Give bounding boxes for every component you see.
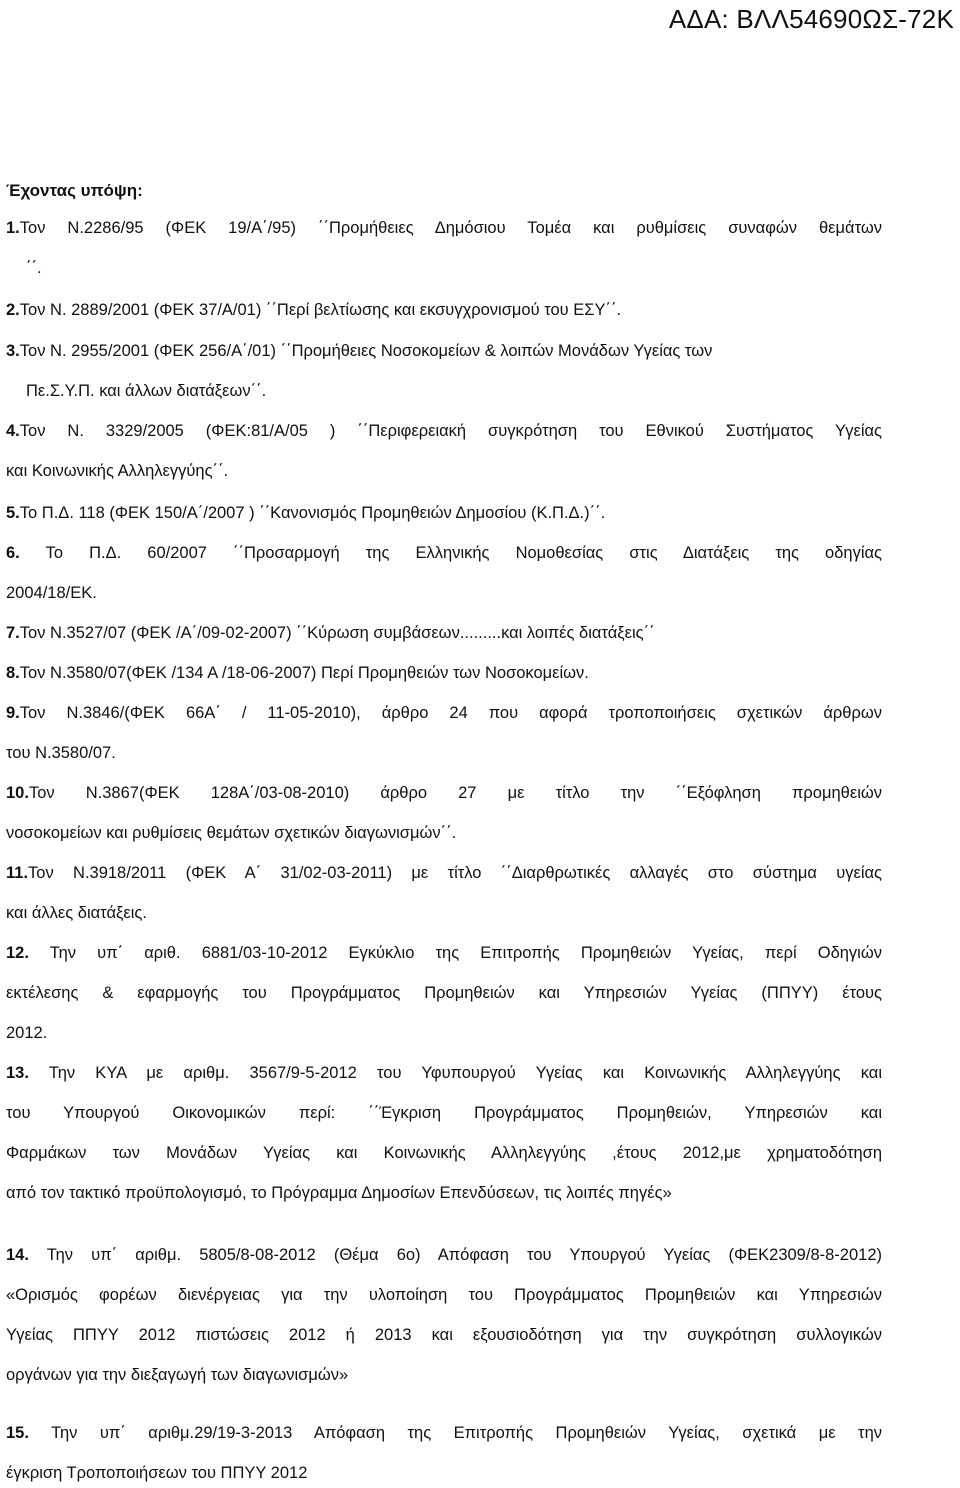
item-number: 11. [6, 864, 29, 882]
item-number: 3. [6, 342, 20, 360]
list-item-continuation [26, 260, 42, 277]
item-text: Το Π.Δ. 118 (ΦΕΚ 150/Α΄/2007 ) ΄΄Κανονισμός Προμηθειών Δημοσίου (Κ.Π.Δ.)΄΄. [19, 504, 606, 522]
list-item [6, 625, 655, 642]
section-heading: Έχοντας υπόψη: [6, 181, 143, 200]
item-number: 4. [6, 422, 20, 440]
list-item [6, 865, 882, 882]
item-text: ΄΄. [26, 259, 42, 277]
item-text: Το Π.Δ. 60/2007 ΄΄Προσαρμογή της Ελληνικής Νομοθεσίας στις Διατάξεις της οδηγίας [19, 544, 882, 562]
item-number: 1. [6, 219, 20, 237]
item-number: 10. [6, 784, 29, 802]
item-text: Τον Ν.3918/2011 (ΦΕΚ Α΄ 31/02-03-2011) με τίτλο ΄΄Διαρθρωτικές αλλαγές στο σύστημα υγείας [28, 864, 882, 882]
item-text: Τον Ν. 3329/2005 (ΦΕΚ:81/Α/05 ) ΄΄Περιφερειακή συγκρότηση του Εθνικού Συστήματος Υγείας [19, 422, 882, 440]
list-item-continuation [6, 463, 228, 480]
item-text: έγκριση Τροποποιήσεων του ΠΠΥΥ 2012 [6, 1464, 308, 1482]
list-item [6, 1065, 882, 1082]
item-text: του Υπουργού Οικονομικών περί: ΄΄Έγκριση Προγράμματος Προμηθειών, Υπηρεσιών και [6, 1104, 882, 1122]
list-item [6, 705, 882, 722]
item-text: Τον Ν.3527/07 (ΦΕΚ /Α΄/09-02-2007) ΄΄Κύρωση συμβάσεων.........και λοιπές διατάξεις΄΄ [19, 624, 655, 642]
list-item-continuation [6, 1185, 672, 1202]
list-item-continuation [6, 1465, 307, 1482]
item-text: Τον Ν.3867(ΦΕΚ 128Α΄/03-08-2010) άρθρο 27 με τίτλο την ΄΄Εξόφληση προμηθειών [28, 784, 882, 802]
item-text: από τον τακτικό προϋπολογισμό, το Πρόγραμμα Δημοσίων Επενδύσεων, τις λοιπές πηγές» [6, 1184, 672, 1202]
list-item-continuation [6, 745, 116, 762]
item-text: Τον Ν.3846/(ΦΕΚ 66Α΄ / 11-05-2010), άρθρο 24 που αφορά τροποποιήσεις σχετικών άρθρων [19, 704, 882, 722]
list-item [6, 220, 882, 237]
list-item [6, 505, 605, 522]
item-number: 9. [6, 704, 20, 722]
item-text: Υγείας ΠΠΥΥ 2012 πιστώσεις 2012 ή 2013 και εξουσιοδότηση για την συγκρότηση συλλογικών [6, 1326, 882, 1344]
item-text: Φαρμάκων των Μονάδων Υγείας και Κοινωνικής Αλληλεγγύης ,έτους 2012,με χρηματοδότηση [6, 1144, 882, 1162]
list-item-continuation [6, 1327, 882, 1344]
item-number: 7. [6, 624, 20, 642]
item-text: «Ορισμός φορέων διενέργειας για την υλοποίηση του Προγράμματος Προμηθειών και Υπηρεσιών [6, 1286, 882, 1304]
item-text: εκτέλεσης & εφαρμογής του Προγράμματος Προμηθειών και Υπηρεσιών Υγείας (ΠΠΥΥ) έτους [6, 984, 882, 1002]
item-text: Πε.Σ.Υ.Π. και άλλων διατάξεων΄΄. [26, 382, 267, 400]
item-text: Την υπ΄ αριθμ.29/19-3-2013 Απόφαση της Επιτροπής Προμηθειών Υγείας, σχετικά με την [28, 1424, 882, 1442]
item-text: 2004/18/ΕΚ. [6, 584, 97, 602]
ada-code: ΑΔΑ: ΒΛΛ54690ΩΣ-72Κ [668, 4, 954, 34]
item-number: 13. [6, 1064, 29, 1082]
item-text: οργάνων για την διεξαγωγή των διαγωνισμών» [6, 1366, 349, 1384]
list-item [6, 1425, 882, 1442]
item-text: και άλλες διατάξεις. [6, 904, 147, 922]
item-text: και Κοινωνικής Αλληλεγγύης΄΄. [6, 462, 229, 480]
item-number: 15. [6, 1424, 29, 1442]
item-text: νοσοκομείων και ρυθμίσεις θεμάτων σχετικών διαγωνισμών΄΄. [6, 824, 457, 842]
list-item-continuation [6, 585, 97, 602]
list-item-continuation [6, 905, 147, 922]
item-number: 8. [6, 664, 20, 682]
item-text: Την υπ΄ αριθ. 6881/03-10-2012 Εγκύκλιο της Επιτροπής Προμηθειών Υγείας, περί Οδηγιών [28, 944, 882, 962]
item-number: 6. [6, 544, 20, 562]
list-item [6, 945, 882, 962]
list-item-continuation [6, 825, 456, 842]
list-item [6, 545, 882, 562]
item-number: 14. [6, 1246, 29, 1264]
list-item-continuation [6, 1145, 882, 1162]
item-number: 12. [6, 944, 29, 962]
list-item [6, 423, 882, 440]
list-item-continuation [6, 1025, 47, 1042]
item-text: του Ν.3580/07. [6, 744, 116, 762]
list-item-continuation [26, 383, 266, 400]
list-item-continuation [6, 985, 882, 1002]
item-text: 2012. [6, 1024, 48, 1042]
list-item-continuation [6, 1367, 348, 1384]
item-text: Την ΚΥΑ με αριθμ. 3567/9-5-2012 του Υφυπουργού Υγείας και Κοινωνικής Αλληλεγγύης και [28, 1064, 882, 1082]
item-text: Τον Ν. 2955/2001 (ΦΕΚ 256/Α΄/01) ΄΄Προμήθειες Νοσοκομείων & λοιπών Μονάδων Υγείας των [19, 342, 713, 360]
item-text: Τον Ν.2286/95 (ΦΕΚ 19/Α΄/95) ΄΄Προμήθειες Δημόσιου Τομέα και ρυθμίσεις συναφών θεμάτων [19, 219, 882, 237]
list-item [6, 302, 621, 319]
list-item [6, 785, 882, 802]
item-text: Τον Ν.3580/07(ΦΕΚ /134 Α /18-06-2007) Περί Προμηθειών των Νοσοκομείων. [19, 664, 589, 682]
item-text: Τον Ν. 2889/2001 (ΦΕΚ 37/Α/01) ΄΄Περί βελτίωσης και εκσυγχρονισμού του ΕΣΥ΄΄. [19, 301, 622, 319]
list-item [6, 343, 712, 360]
list-item-continuation [6, 1287, 882, 1304]
item-number: 2. [6, 301, 20, 319]
list-item [6, 1247, 882, 1264]
list-item [6, 665, 589, 682]
item-number: 5. [6, 504, 20, 522]
list-item-continuation [6, 1105, 882, 1122]
item-text: Την υπ΄ αριθμ. 5805/8-08-2012 (Θέμα 6ο) Απόφαση του Υπουργού Υγείας (ΦΕΚ2309/8-8-2012) [28, 1246, 882, 1264]
